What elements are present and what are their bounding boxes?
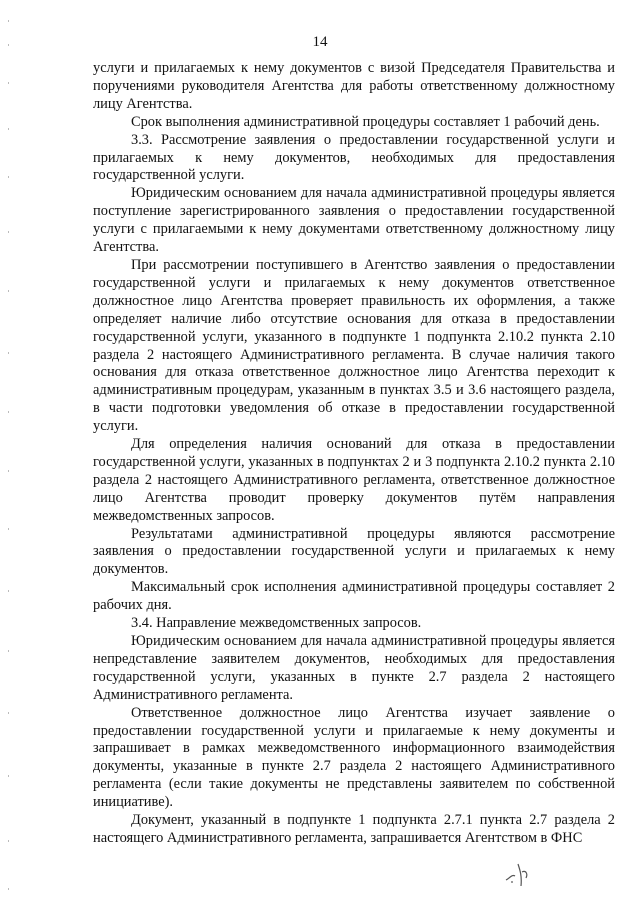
paragraph-continuation: услуги и прилагаемых к нему документов с визой Председателя Правительства и поручениями руководителя Агентства для работы ответственному должностному лицу Агентства.: [93, 60, 615, 112]
paragraph-processing-time: Срок выполнения административной процедуры составляет 1 рабочий день.: [131, 113, 600, 130]
paragraph-procedure-results: Результатами административной процедуры являются рассмотрение заявления о предоставлении государственной услуги и прилагаемых к нему документов.: [93, 525, 615, 578]
paragraph-fns-request: Документ, указанный в подпункте 1 подпункта 2.7.1 пункта 2.7 раздела 2 настоящего Административного регламента, запрашивается Агентством в ФНС: [93, 812, 615, 846]
page-number: 14: [312, 34, 328, 50]
section-heading-3-4: 3.4. Направление межведомственных запросов.: [131, 615, 422, 632]
handwritten-mark-icon: [500, 858, 540, 890]
paragraph-official-requests: Ответственное должностное лицо Агентства изучает заявление о предоставлении государственной услуги и прилагаемые к нему документы и запрашивает в рамках межведомственного информационного взаимодействия документы, указанные в пункте 2.7 раздела 2 настоящего Административного регламента (если такие документы не представлены заявителем по собственной инициативе).: [93, 704, 615, 811]
binding-margin-marks: [8, 0, 12, 905]
paragraph-max-duration: Максимальный срок исполнения административной процедуры составляет 2 рабочих дня.: [93, 579, 615, 614]
paragraph-interagency-basis: Юридическим основанием для начала административной процедуры является непредставление заявителем документов, необходимых для предоставления государственной услуги, указанных в пункте 2.7 раздела 2 настоящего Административного регламента.: [93, 633, 615, 703]
section-heading-3-3: 3.3. Рассмотрение заявления о предоставлении государственной услуги и прилагаемых к нему документов, необходимых для предоставления государственной услуги.: [93, 131, 615, 184]
document-body: [93, 60, 615, 848]
paragraph-legal-basis: Юридическим основанием для начала административной процедуры является поступление зарегистрированного заявления о предоставлении государственной услуги с прилагаемыми к нему документами ответственному должностному лицу Агентства.: [93, 185, 615, 256]
paragraph-refusal-grounds: Для определения наличия оснований для отказа в предоставлении государственной услуги, указанных в подпунктах 2 и 3 подпункта 2.10.2 пункта 2.10 раздела 2 настоящего Административного регламента, ответственное должностное лицо Агентства проводит проверку документов путём направления межведомственных запросов.: [93, 436, 615, 524]
paragraph-review-procedure: При рассмотрении поступившего в Агентство заявления о предоставлении государственной услуги и прилагаемых к нему документов ответственное должностное лицо Агентства проверяет правильность их оформления, а также определяет наличие либо отсутствие основания для отказа в предоставлении государственной услуги, указанного в подпункте 1 подпункта 2.10.2 пункта 2.10 раздела 2 настоящего Административного регламента. В случае наличия такого основания для отказа ответственное должностное лицо Агентства переходит к административным процедурам, указанным в пунктах 3.5 и 3.6 настоящего раздела, в части подготовки уведомления об отказе в предоставлении государственной услуги.: [93, 256, 615, 435]
